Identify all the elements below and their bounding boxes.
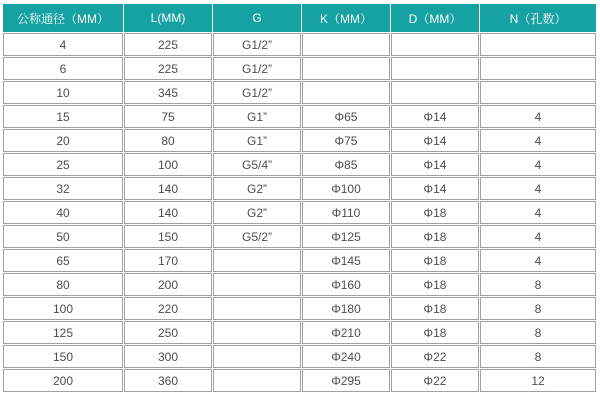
table-cell: Φ145: [302, 249, 390, 272]
table-cell: 345: [124, 81, 212, 104]
table-cell: 220: [124, 297, 212, 320]
table-cell: Φ180: [302, 297, 390, 320]
table-cell: [213, 249, 301, 272]
table-cell: 300: [124, 345, 212, 368]
table-cell: Φ14: [391, 105, 479, 128]
table-row: [3, 345, 596, 368]
table-cell: G5/2”: [213, 225, 301, 248]
table-cell: Φ85: [302, 153, 390, 176]
table-cell: 8: [480, 297, 596, 320]
header-row: [3, 4, 596, 32]
table-cell: [302, 33, 390, 56]
table-cell: 10: [3, 81, 123, 104]
table-cell: [391, 33, 479, 56]
table-cell: [480, 33, 596, 56]
table-cell: G1/2”: [213, 57, 301, 80]
table-cell: 80: [124, 129, 212, 152]
table-cell: G1/2”: [213, 33, 301, 56]
table-row: [3, 57, 596, 80]
table-cell: 4: [480, 201, 596, 224]
table-row: [3, 249, 596, 272]
table-cell: 150: [124, 225, 212, 248]
table-cell: Φ22: [391, 369, 479, 392]
table-cell: 100: [3, 297, 123, 320]
table-cell: Φ14: [391, 153, 479, 176]
table-row: [3, 321, 596, 344]
table-header: [3, 4, 596, 32]
table-cell: 15: [3, 105, 123, 128]
table-row: [3, 153, 596, 176]
column-header-d: D（MM）: [391, 4, 479, 32]
table-cell: [213, 369, 301, 392]
table-cell: Φ110: [302, 201, 390, 224]
table-cell: [213, 321, 301, 344]
table-cell: G1/2”: [213, 81, 301, 104]
column-header-g: G: [213, 4, 301, 32]
table-cell: G1”: [213, 129, 301, 152]
table-cell: 80: [3, 273, 123, 296]
table-cell: Φ14: [391, 129, 479, 152]
table-cell: G2”: [213, 177, 301, 200]
table-cell: 20: [3, 129, 123, 152]
table-cell: 4: [480, 105, 596, 128]
table-cell: [480, 81, 596, 104]
table-cell: Φ14: [391, 177, 479, 200]
table-cell: Φ100: [302, 177, 390, 200]
table-cell: G2”: [213, 201, 301, 224]
table-cell: 200: [124, 273, 212, 296]
table-cell: Φ75: [302, 129, 390, 152]
table-cell: 360: [124, 369, 212, 392]
table-cell: 4: [480, 249, 596, 272]
table-cell: 8: [480, 273, 596, 296]
table-row: [3, 105, 596, 128]
table-cell: 65: [3, 249, 123, 272]
table-cell: 8: [480, 345, 596, 368]
table-row: [3, 369, 596, 392]
table-cell: [480, 57, 596, 80]
table-body: [3, 33, 596, 392]
table-cell: [213, 345, 301, 368]
table-row: [3, 177, 596, 200]
table-cell: 140: [124, 177, 212, 200]
column-header-k: K（MM）: [302, 4, 390, 32]
table-row: [3, 273, 596, 296]
table-cell: [391, 57, 479, 80]
column-header-nominal-diameter: 公称通径（MM）: [3, 4, 123, 32]
table-cell: 125: [3, 321, 123, 344]
table-row: [3, 129, 596, 152]
spec-table: [2, 3, 597, 393]
table-cell: Φ18: [391, 297, 479, 320]
table-cell: 4: [480, 225, 596, 248]
table-cell: Φ18: [391, 321, 479, 344]
table-cell: [302, 81, 390, 104]
table-cell: 25: [3, 153, 123, 176]
table-cell: 4: [3, 33, 123, 56]
table-cell: 6: [3, 57, 123, 80]
table-cell: 40: [3, 201, 123, 224]
table-cell: Φ295: [302, 369, 390, 392]
table-row: [3, 81, 596, 104]
table-cell: 4: [480, 129, 596, 152]
table-cell: 200: [3, 369, 123, 392]
table-cell: [213, 297, 301, 320]
table-cell: Φ18: [391, 201, 479, 224]
table-cell: Φ22: [391, 345, 479, 368]
table-row: [3, 225, 596, 248]
table-cell: 75: [124, 105, 212, 128]
table-cell: [213, 273, 301, 296]
table-cell: 4: [480, 177, 596, 200]
table-cell: 100: [124, 153, 212, 176]
table-cell: [302, 57, 390, 80]
table-cell: 50: [3, 225, 123, 248]
column-header-n: N（孔数）: [480, 4, 596, 32]
column-header-l: L(MM): [124, 4, 212, 32]
table-row: [3, 201, 596, 224]
table-cell: G5/4”: [213, 153, 301, 176]
table-row: [3, 297, 596, 320]
table-cell: G1”: [213, 105, 301, 128]
table-cell: 225: [124, 57, 212, 80]
table-cell: Φ18: [391, 225, 479, 248]
table-cell: 12: [480, 369, 596, 392]
table-cell: Φ240: [302, 345, 390, 368]
table-row: [3, 33, 596, 56]
table-cell: 140: [124, 201, 212, 224]
table-cell: Φ18: [391, 273, 479, 296]
table-cell: 8: [480, 321, 596, 344]
table-cell: 225: [124, 33, 212, 56]
table-cell: 170: [124, 249, 212, 272]
table-cell: [391, 81, 479, 104]
table-cell: Φ160: [302, 273, 390, 296]
table-cell: Φ18: [391, 249, 479, 272]
table-cell: 150: [3, 345, 123, 368]
table-cell: Φ125: [302, 225, 390, 248]
table-cell: 32: [3, 177, 123, 200]
table-cell: 4: [480, 153, 596, 176]
table-cell: Φ210: [302, 321, 390, 344]
table-cell: 250: [124, 321, 212, 344]
table-cell: Φ65: [302, 105, 390, 128]
